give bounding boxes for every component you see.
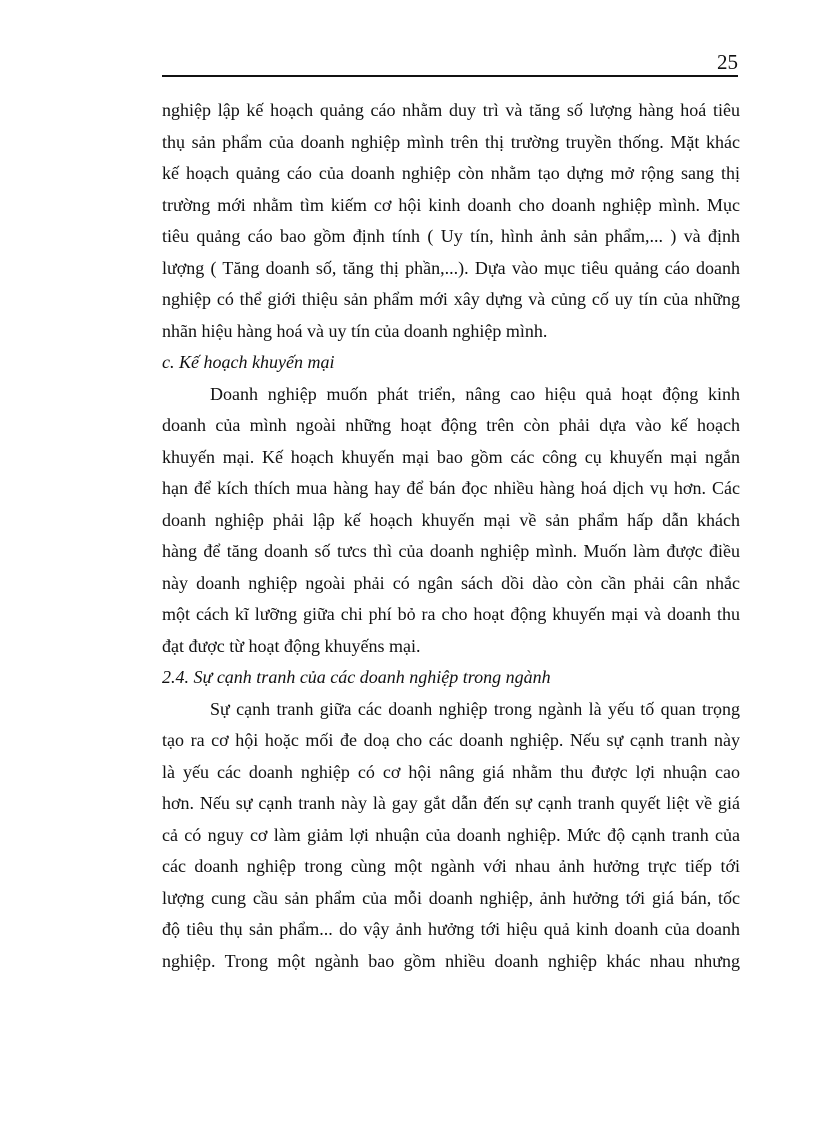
header-rule xyxy=(162,75,738,77)
paragraph-1 xyxy=(162,95,740,347)
section-heading-khuyen-mai: c. Kế hoạch khuyến mại xyxy=(162,352,335,372)
text-line: lượng ( Tăng doanh số, tăng thị phần,...). Dựa vào mục tiêu quảng cáo doanh xyxy=(162,257,740,278)
page-content xyxy=(162,95,740,977)
text-line: một cách kĩ lưỡng giữa chi phí bỏ ra cho hoạt động khuyến mại và doanh thu xyxy=(162,604,740,624)
text-line: doanh của mình ngoài những hoạt động trên còn phải dựa vào kế hoạch xyxy=(162,415,740,435)
section-heading-2-4: 2.4. Sự cạnh tranh của các doanh nghiệp trong ngành xyxy=(162,667,551,687)
text-line: đạt được từ hoạt động khuyếns mại. xyxy=(162,635,421,656)
text-line: doanh nghiệp phải lập kế hoạch khuyến mại về sản phẩm hấp dẫn khách xyxy=(162,509,740,530)
text-line: cả có nguy cơ làm giảm lợi nhuận của doanh nghiệp. Mức độ cạnh tranh của xyxy=(162,824,740,845)
text-line: kế hoạch quảng cáo của doanh nghiệp còn nhằm tạo dựng mở rộng sang thị xyxy=(162,163,740,183)
text-line: hạn để kích thích mua hàng hay để bán đọc nhiều hàng hoá dịch vụ hơn. Các xyxy=(162,478,740,498)
paragraph-3 xyxy=(162,694,740,978)
text-line: nghiệp. Trong một ngành bao gồm nhiều doanh nghiệp khác nhau nhưng xyxy=(162,950,740,971)
text-line: nghiệp lập kế hoạch quảng cáo nhằm duy trì và tăng số lượng hàng hoá tiêu xyxy=(162,100,740,120)
text-line: Doanh nghiệp muốn phát triển, nâng cao hiệu quả hoạt động kinh xyxy=(210,383,740,404)
text-line: độ tiêu thụ sản phẩm... do vậy ảnh hưởng tới hiệu quả kinh doanh của doanh xyxy=(162,919,740,939)
text-line: nhãn hiệu hàng hoá và uy tín của doanh nghiệp mình. xyxy=(162,320,548,341)
text-line: trường mới nhằm tìm kiếm cơ hội kinh doanh cho doanh nghiệp mình. Mục xyxy=(162,194,740,215)
text-line: các doanh nghiệp trong cùng một ngành với nhau ảnh hưởng trực tiếp tới xyxy=(162,856,740,876)
paragraph-2 xyxy=(162,379,740,663)
text-line: Sự cạnh tranh giữa các doanh nghiệp trong ngành là yếu tố quan trọng xyxy=(210,698,740,719)
text-line: này doanh nghiệp ngoài phải có ngân sách dồi dào còn cần phải cân nhắc xyxy=(162,572,740,593)
text-line: khuyến mại. Kế hoạch khuyến mại bao gồm các công cụ khuyến mại ngắn xyxy=(162,446,740,467)
text-line: là yếu các doanh nghiệp có cơ hội nâng giá nhằm thu được lợi nhuận cao xyxy=(162,761,740,782)
text-line: tạo ra cơ hội hoặc mối đe doạ cho các doanh nghiệp. Nếu sự cạnh tranh này xyxy=(162,730,740,750)
text-line: thụ sản phẩm của doanh nghiệp mình trên thị trường truyền thống. Mặt khác xyxy=(162,131,740,152)
text-line: tiêu quảng cáo bao gồm định tính ( Uy tín, hình ảnh sản phẩm,... ) và định xyxy=(162,226,740,246)
page-number: 25 xyxy=(717,50,738,74)
text-line: nghiệp có thể giới thiệu sản phẩm mới xây dựng và củng cố uy tín của những xyxy=(162,289,740,309)
text-line: hơn. Nếu sự cạnh tranh này là gay gắt dẫn đến sự cạnh tranh quyết liệt về giá xyxy=(162,793,740,813)
text-line: hàng để tăng doanh số tưcs thì của doanh nghiệp mình. Muốn làm được điều xyxy=(162,541,740,561)
text-line: lượng cung cầu sản phẩm của mỗi doanh nghiệp, ảnh hưởng tới giá bán, tốc xyxy=(162,887,740,908)
